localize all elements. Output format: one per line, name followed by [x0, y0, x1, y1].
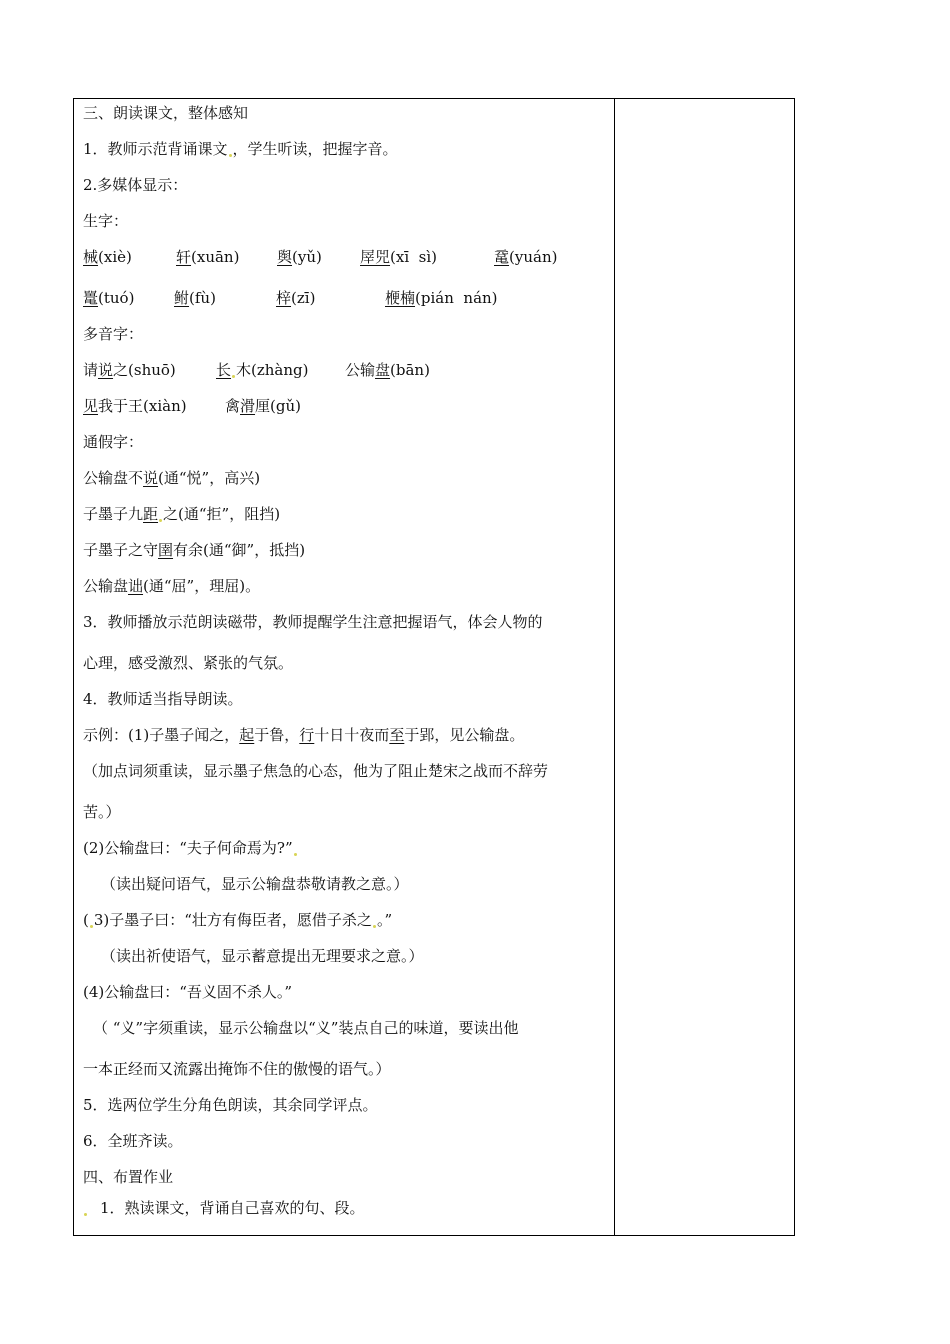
emphasis-dot — [232, 375, 235, 378]
loan-char: 圉 — [158, 541, 174, 559]
emphasis-dot — [373, 925, 376, 928]
step-3-line-1: 3．教师播放示范朗读磁带，教师提醒学生注意把握语气，体会人物的 — [83, 613, 543, 631]
new-char: 鼋 — [494, 248, 510, 266]
polyphone-row-2 — [83, 396, 301, 416]
example-text: ( — [83, 911, 89, 929]
step-1 — [83, 139, 398, 159]
step-5: 5．选两位学生分角色朗读，其余同学评点。 — [83, 1096, 378, 1114]
pinyin: (zī) — [291, 289, 316, 307]
polyphone-text: 请 — [83, 361, 99, 379]
loan-char: 诎 — [128, 577, 144, 595]
emphasized-word: 行 — [299, 726, 315, 744]
loan-text: 有余(通“御”，抵挡) — [173, 541, 306, 559]
polyphone-text: 木(zhàng) — [236, 361, 309, 379]
step-4: 4．教师适当指导朗读。 — [83, 690, 243, 708]
new-chars-label: 生字： — [83, 212, 129, 230]
example-1-note-line-1: （加点词须重读，显示墨子焦急的心态，他为了阻止楚宋之战而不辞劳 — [83, 762, 549, 780]
loan-char-3 — [83, 540, 305, 560]
loan-text: 子墨子九 — [83, 505, 144, 523]
loan-text: 之(通“拒”，阻挡) — [163, 505, 281, 523]
example-3-note: （读出祈使语气，显示蓄意提出无理要求之意。） — [101, 947, 424, 965]
pinyin: (xī sì) — [390, 248, 438, 266]
example-text: 示例：(1)子墨子闻之， — [83, 726, 240, 744]
pinyin: (yuán) — [509, 248, 558, 266]
section4-title: 四、布置作业 — [83, 1168, 174, 1186]
emphasized-word: 起 — [239, 726, 255, 744]
example-1 — [83, 725, 524, 745]
example-text: 3)子墨子曰：“壮方有侮臣者，愿借子杀之 — [93, 911, 372, 929]
polyphone-row-1 — [83, 360, 430, 380]
step-1-text-a: 1．教师示范背诵课文 — [83, 140, 228, 158]
example-4-note-line-2: 一本正经而又流露出掩饰不住的傲慢的语气。） — [83, 1060, 391, 1078]
loan-text: 公输盘不 — [83, 469, 144, 487]
new-char: 轩 — [176, 248, 192, 266]
step-1-text-b: ，学生听读，把握字音。 — [232, 140, 398, 158]
loan-text: 公输盘 — [83, 577, 129, 595]
step-6: 6．全班齐读。 — [83, 1132, 183, 1150]
example-4-note-line-1: （ “义”字须重读，显示公输盘以“义”装点自己的味道，要读出他 — [93, 1019, 519, 1037]
loan-char-4 — [83, 576, 260, 596]
section3-title: 三、朗读课文，整体感知 — [83, 104, 249, 122]
example-3 — [83, 910, 392, 930]
homework-1 — [83, 1198, 365, 1218]
loan-char-2 — [83, 504, 280, 524]
example-2-note: （读出疑问语气，显示公输盘恭敬请教之意。） — [101, 875, 409, 893]
step-3-line-2: 心理，感受激烈、紧张的气氛。 — [83, 654, 294, 672]
polyphone-text: 之(shuō) — [113, 361, 176, 379]
side-notes-cell — [615, 99, 794, 1235]
homework-text: 1．熟读课文，背诵自己喜欢的句、段。 — [100, 1199, 365, 1217]
polyphone-text: 禽 — [225, 397, 241, 415]
emphasis-dot — [90, 925, 93, 928]
emphasized-word: 至 — [389, 726, 405, 744]
polyphone-text: 我于王(xiàn) — [98, 397, 187, 415]
loan-text: (通“屈”，理屈)。 — [143, 577, 261, 595]
polyphone-text: 厘(gǔ) — [255, 397, 301, 415]
pinyin: (xiè) — [98, 248, 132, 266]
example-1-note-line-2: 苦。） — [83, 803, 121, 821]
example-text: 于鲁， — [254, 726, 300, 744]
new-char: 楩楠 — [385, 289, 416, 307]
lesson-table — [73, 98, 795, 1236]
polyphone-label: 多音字： — [83, 325, 144, 343]
polyphone-text: 公输 — [345, 361, 376, 379]
example-4: (4)公输盘曰：“吾义固不杀人。” — [83, 983, 293, 1001]
emphasis-dot — [229, 154, 232, 157]
new-chars-row-2 — [83, 288, 498, 308]
polyphone-char: 说 — [98, 361, 114, 379]
pinyin: (tuó) — [98, 289, 135, 307]
polyphone-char: 滑 — [240, 397, 256, 415]
new-char: 舆 — [277, 248, 293, 266]
polyphone-char: 盘 — [375, 361, 391, 379]
loan-chars-label: 通假字： — [83, 433, 144, 451]
pinyin: (yǔ) — [292, 248, 322, 266]
polyphone-text: (bān) — [390, 361, 430, 379]
pinyin: (pián nán) — [415, 289, 498, 307]
new-char: 鲋 — [174, 289, 190, 307]
new-chars-row-1 — [83, 247, 557, 267]
loan-char: 距 — [143, 505, 159, 523]
pinyin: (xuān) — [191, 248, 240, 266]
emphasis-dot — [84, 1213, 87, 1216]
example-text: 于郢，见公输盘。 — [404, 726, 525, 744]
new-char: 鼍 — [83, 289, 99, 307]
loan-text: 子墨子之守 — [83, 541, 159, 559]
example-text: (2)公输盘曰：“夫子何命焉为?” — [83, 839, 293, 857]
example-2 — [83, 838, 298, 858]
emphasis-dot — [294, 853, 297, 856]
example-text: 。” — [376, 911, 393, 929]
new-char: 械 — [83, 248, 99, 266]
polyphone-char: 见 — [83, 397, 99, 415]
loan-char-1 — [83, 468, 260, 488]
loan-text: (通“悦”，高兴) — [158, 469, 261, 487]
loan-char: 说 — [143, 469, 159, 487]
step-2: 2.多媒体显示： — [83, 176, 188, 194]
new-char: 梓 — [276, 289, 292, 307]
polyphone-char: 长 — [216, 361, 232, 379]
emphasis-dot — [159, 519, 162, 522]
example-text: 十日十夜而 — [314, 726, 390, 744]
pinyin: (fù) — [189, 289, 216, 307]
new-char: 屖兕 — [360, 248, 391, 266]
